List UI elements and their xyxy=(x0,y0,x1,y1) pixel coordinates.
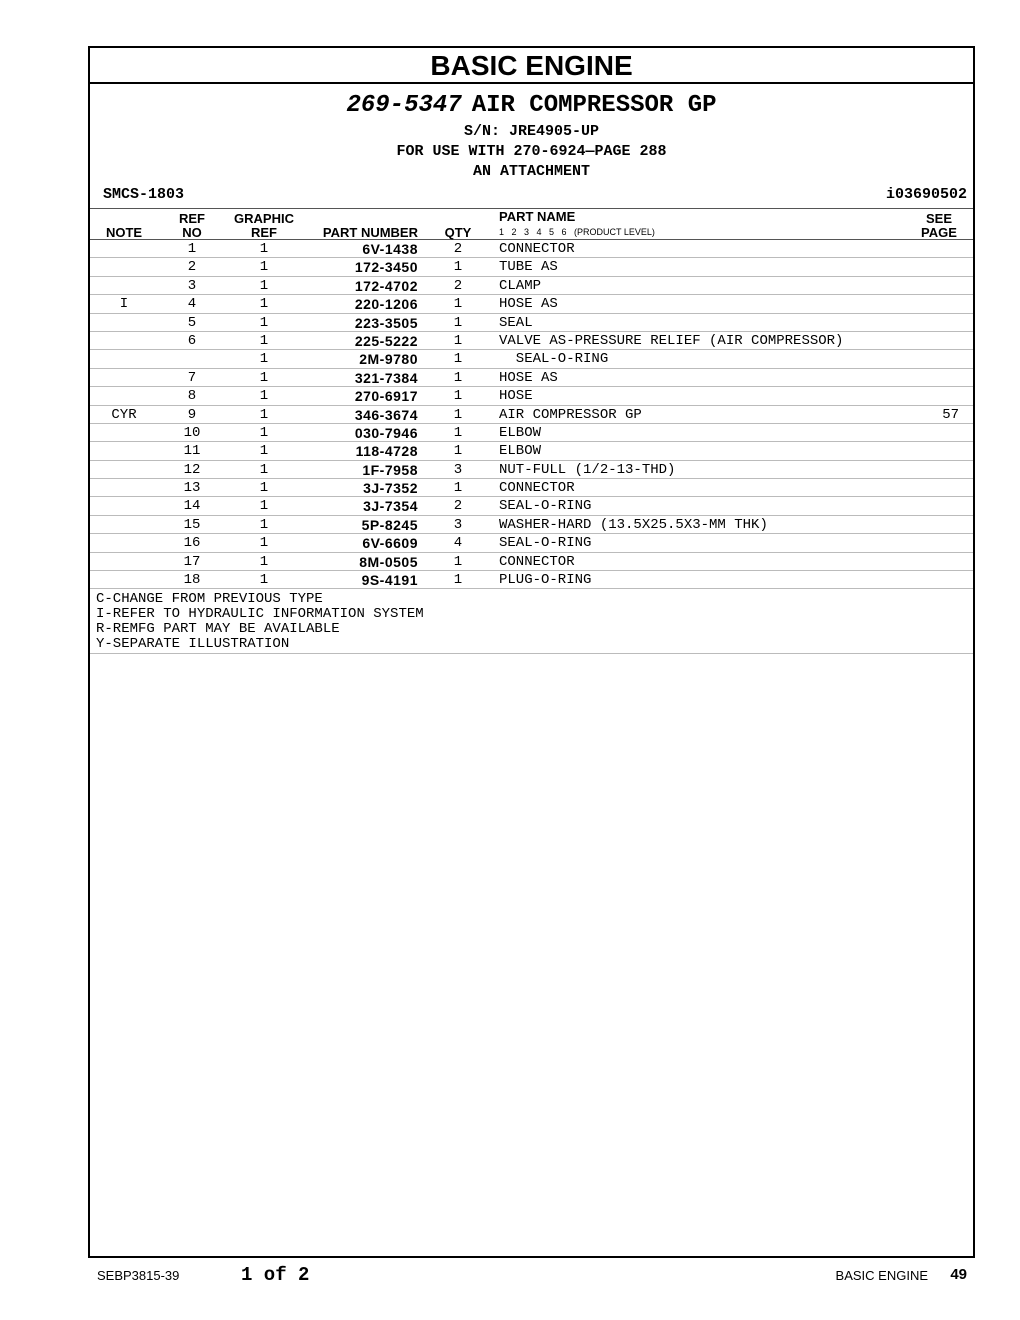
quantity-cell: 1 xyxy=(453,332,463,349)
part-name-cell: CONNECTOR xyxy=(499,480,575,497)
quantity-cell: 1 xyxy=(453,351,463,368)
use-with: FOR USE WITH 270-6924—PAGE 288 xyxy=(396,143,667,160)
graphic-ref-cell: 1 xyxy=(259,553,269,570)
quantity-cell: 1 xyxy=(453,480,463,497)
part-number-cell: 270-6917 xyxy=(354,388,418,405)
header-ref-top: REF xyxy=(179,211,205,226)
graphic-ref-cell: 1 xyxy=(259,277,269,294)
parts-page-frame xyxy=(88,46,975,1258)
part-number-cell: 5P-8245 xyxy=(361,516,418,533)
quantity-cell: 1 xyxy=(453,388,463,405)
quantity-cell: 1 xyxy=(453,259,463,276)
part-number-cell: 3J-7352 xyxy=(363,480,418,497)
quantity-cell: 1 xyxy=(453,424,463,441)
part-name-cell: NUT-FULL (1/2-13-THD) xyxy=(499,461,676,478)
group-type: AN ATTACHMENT xyxy=(472,163,591,180)
graphic-ref-cell: 1 xyxy=(259,296,269,313)
note-cell: I xyxy=(119,296,129,313)
part-name-cell: AIR COMPRESSOR GP xyxy=(499,406,642,423)
part-name-cell: ELBOW xyxy=(499,424,542,441)
table-row xyxy=(90,277,973,295)
graphic-ref-cell: 1 xyxy=(259,369,269,386)
quantity-cell: 2 xyxy=(453,277,463,294)
quantity-cell: 1 xyxy=(453,553,463,570)
table-row xyxy=(90,369,973,387)
part-number-cell: 9S-4191 xyxy=(361,572,418,589)
ref-number-cell: 11 xyxy=(183,443,201,460)
document-number: SEBP3815-39 xyxy=(97,1268,180,1283)
footer-section: BASIC ENGINE xyxy=(835,1268,928,1283)
ref-number-cell: 7 xyxy=(187,369,197,386)
quantity-cell: 1 xyxy=(453,314,463,331)
ref-number-cell: 2 xyxy=(187,259,197,276)
page-of: 1 of 2 xyxy=(241,1264,310,1286)
part-name-cell: TUBE AS xyxy=(499,259,558,276)
group-part-number: 269-5347 xyxy=(346,92,462,119)
header-see-top: SEE xyxy=(925,211,952,226)
ref-number-cell: 18 xyxy=(183,572,201,589)
part-number-cell: 346-3674 xyxy=(354,406,418,423)
quantity-cell: 1 xyxy=(453,369,463,386)
legend-notes xyxy=(90,589,973,654)
table-row xyxy=(90,258,973,276)
page-number: 49 xyxy=(950,1266,967,1283)
quantity-cell: 3 xyxy=(453,461,463,478)
part-name-cell: SEAL xyxy=(499,314,533,331)
quantity-cell: 2 xyxy=(453,498,463,515)
part-number-cell: 3J-7354 xyxy=(363,498,418,515)
part-name-cell: WASHER-HARD (13.5X25.5X3-MM THK) xyxy=(499,516,768,533)
part-name-cell: SEAL-O-RING xyxy=(499,535,592,552)
table-row xyxy=(90,424,973,442)
note-cell: CYR xyxy=(111,406,137,423)
graphic-ref-cell: 1 xyxy=(259,480,269,497)
group-header xyxy=(90,84,973,182)
quantity-cell: 2 xyxy=(453,241,463,257)
table-row xyxy=(90,332,973,350)
column-headers xyxy=(90,209,973,240)
table-row xyxy=(90,516,973,534)
quantity-cell: 1 xyxy=(453,443,463,460)
ref-number-cell: 6 xyxy=(187,332,197,349)
part-number-cell: 2M-9780 xyxy=(359,351,418,368)
part-number-cell: 321-7384 xyxy=(354,369,418,386)
legend-line: Y-SEPARATE ILLUSTRATION xyxy=(96,636,290,653)
part-number-cell: 223-3505 xyxy=(354,314,418,331)
header-graphic-bottom: REF xyxy=(251,225,277,240)
part-name-cell: CONNECTOR xyxy=(499,553,575,570)
graphic-ref-cell: 1 xyxy=(259,388,269,405)
table-row xyxy=(90,314,973,332)
ref-number-cell: 3 xyxy=(187,277,197,294)
header-ref-bottom: NO xyxy=(182,225,202,240)
quantity-cell: 1 xyxy=(453,296,463,313)
ref-number-cell: 9 xyxy=(187,406,197,423)
ref-number-cell: 5 xyxy=(187,314,197,331)
legend-line: C-CHANGE FROM PREVIOUS TYPE xyxy=(96,591,323,608)
graphic-ref-cell: 1 xyxy=(259,406,269,423)
graphic-ref-cell: 1 xyxy=(259,332,269,349)
part-number-cell: 6V-6609 xyxy=(362,535,418,552)
group-title xyxy=(90,90,973,122)
ref-number-cell: 12 xyxy=(183,461,201,478)
table-row xyxy=(90,295,973,313)
group-name: AIR COMPRESSOR GP xyxy=(471,92,717,119)
see-page-cell: 57 xyxy=(942,406,959,423)
table-row xyxy=(90,387,973,405)
ref-number-cell: 16 xyxy=(183,535,201,552)
header-part-name: PART NAME xyxy=(499,209,576,224)
graphic-ref-cell: 1 xyxy=(259,516,269,533)
part-name-cell: VALVE AS-PRESSURE RELIEF (AIR COMPRESSOR) xyxy=(499,332,844,349)
part-number-cell: 030-7946 xyxy=(354,424,418,441)
legend-line: I-REFER TO HYDRAULIC INFORMATION SYSTEM xyxy=(96,606,424,623)
header-graphic-top: GRAPHIC xyxy=(234,211,294,226)
parts-table xyxy=(90,240,973,589)
table-row xyxy=(90,571,973,589)
graphic-ref-cell: 1 xyxy=(259,461,269,478)
header-qty: QTY xyxy=(444,225,472,240)
ref-number-cell: 13 xyxy=(183,480,201,497)
table-row xyxy=(90,534,973,552)
table-row xyxy=(90,240,973,258)
part-number-cell: 118-4728 xyxy=(355,443,418,460)
table-row xyxy=(90,406,973,424)
graphic-ref-cell: 1 xyxy=(259,314,269,331)
table-row xyxy=(90,442,973,460)
part-name-cell: HOSE xyxy=(499,388,533,405)
table-row xyxy=(90,479,973,497)
page-footer xyxy=(0,1262,1020,1292)
smcs-code: SMCS-1803 xyxy=(103,186,185,203)
graphic-ref-cell: 1 xyxy=(259,443,269,460)
legend-line: R-REMFG PART MAY BE AVAILABLE xyxy=(96,621,340,638)
ref-number-cell: 8 xyxy=(187,388,197,405)
graphic-ref-cell: 1 xyxy=(259,241,269,257)
header-product-levels: 1 2 3 4 5 6 (PRODUCT LEVEL) xyxy=(499,227,655,237)
quantity-cell: 3 xyxy=(453,516,463,533)
table-row xyxy=(90,350,973,368)
part-name-cell: SEAL-O-RING xyxy=(499,498,592,515)
table-row xyxy=(90,553,973,571)
part-name-cell: PLUG-O-RING xyxy=(499,572,592,589)
graphic-ref-cell: 1 xyxy=(259,424,269,441)
part-number-cell: 225-5222 xyxy=(354,332,418,349)
quantity-cell: 1 xyxy=(453,406,463,423)
table-row xyxy=(90,461,973,479)
quantity-cell: 1 xyxy=(453,572,463,589)
part-name-cell: CONNECTOR xyxy=(499,241,575,257)
graphic-ref-cell: 1 xyxy=(259,351,269,368)
part-number-cell: 220-1206 xyxy=(354,296,418,313)
part-name-cell: CLAMP xyxy=(499,277,542,294)
graphic-ref-cell: 1 xyxy=(259,259,269,276)
table-row xyxy=(90,497,973,515)
ref-number-cell: 1 xyxy=(187,241,197,257)
header-see-bottom: PAGE xyxy=(921,225,957,240)
header-note: NOTE xyxy=(105,225,143,240)
section-title: BASIC ENGINE xyxy=(90,48,973,84)
part-number-cell: 1F-7958 xyxy=(362,461,418,478)
graphic-ref-cell: 1 xyxy=(259,535,269,552)
ref-number-cell: 10 xyxy=(183,424,201,441)
part-name-cell: HOSE AS xyxy=(499,296,558,313)
ref-number-cell: 14 xyxy=(183,498,201,515)
ref-number-cell: 4 xyxy=(187,296,197,313)
part-number-cell: 6V-1438 xyxy=(362,241,418,257)
header-part-number: PART NUMBER xyxy=(322,225,418,240)
part-number-cell: 8M-0505 xyxy=(359,553,418,570)
part-number-cell: 172-3450 xyxy=(354,259,418,276)
quantity-cell: 4 xyxy=(453,535,463,552)
serial-range: S/N: JRE4905-UP xyxy=(463,123,600,140)
graphic-ref-cell: 1 xyxy=(259,498,269,515)
ref-number-cell: 15 xyxy=(183,516,201,533)
graphic-ref-cell: 1 xyxy=(259,572,269,589)
smcs-row xyxy=(90,184,973,209)
part-number-cell: 172-4702 xyxy=(354,277,418,294)
illustration-id: i03690502 xyxy=(885,186,967,203)
part-name-cell: ELBOW xyxy=(499,443,542,460)
ref-number-cell: 17 xyxy=(183,553,201,570)
part-name-cell: SEAL-O-RING xyxy=(499,351,609,368)
part-name-cell: HOSE AS xyxy=(499,369,558,386)
